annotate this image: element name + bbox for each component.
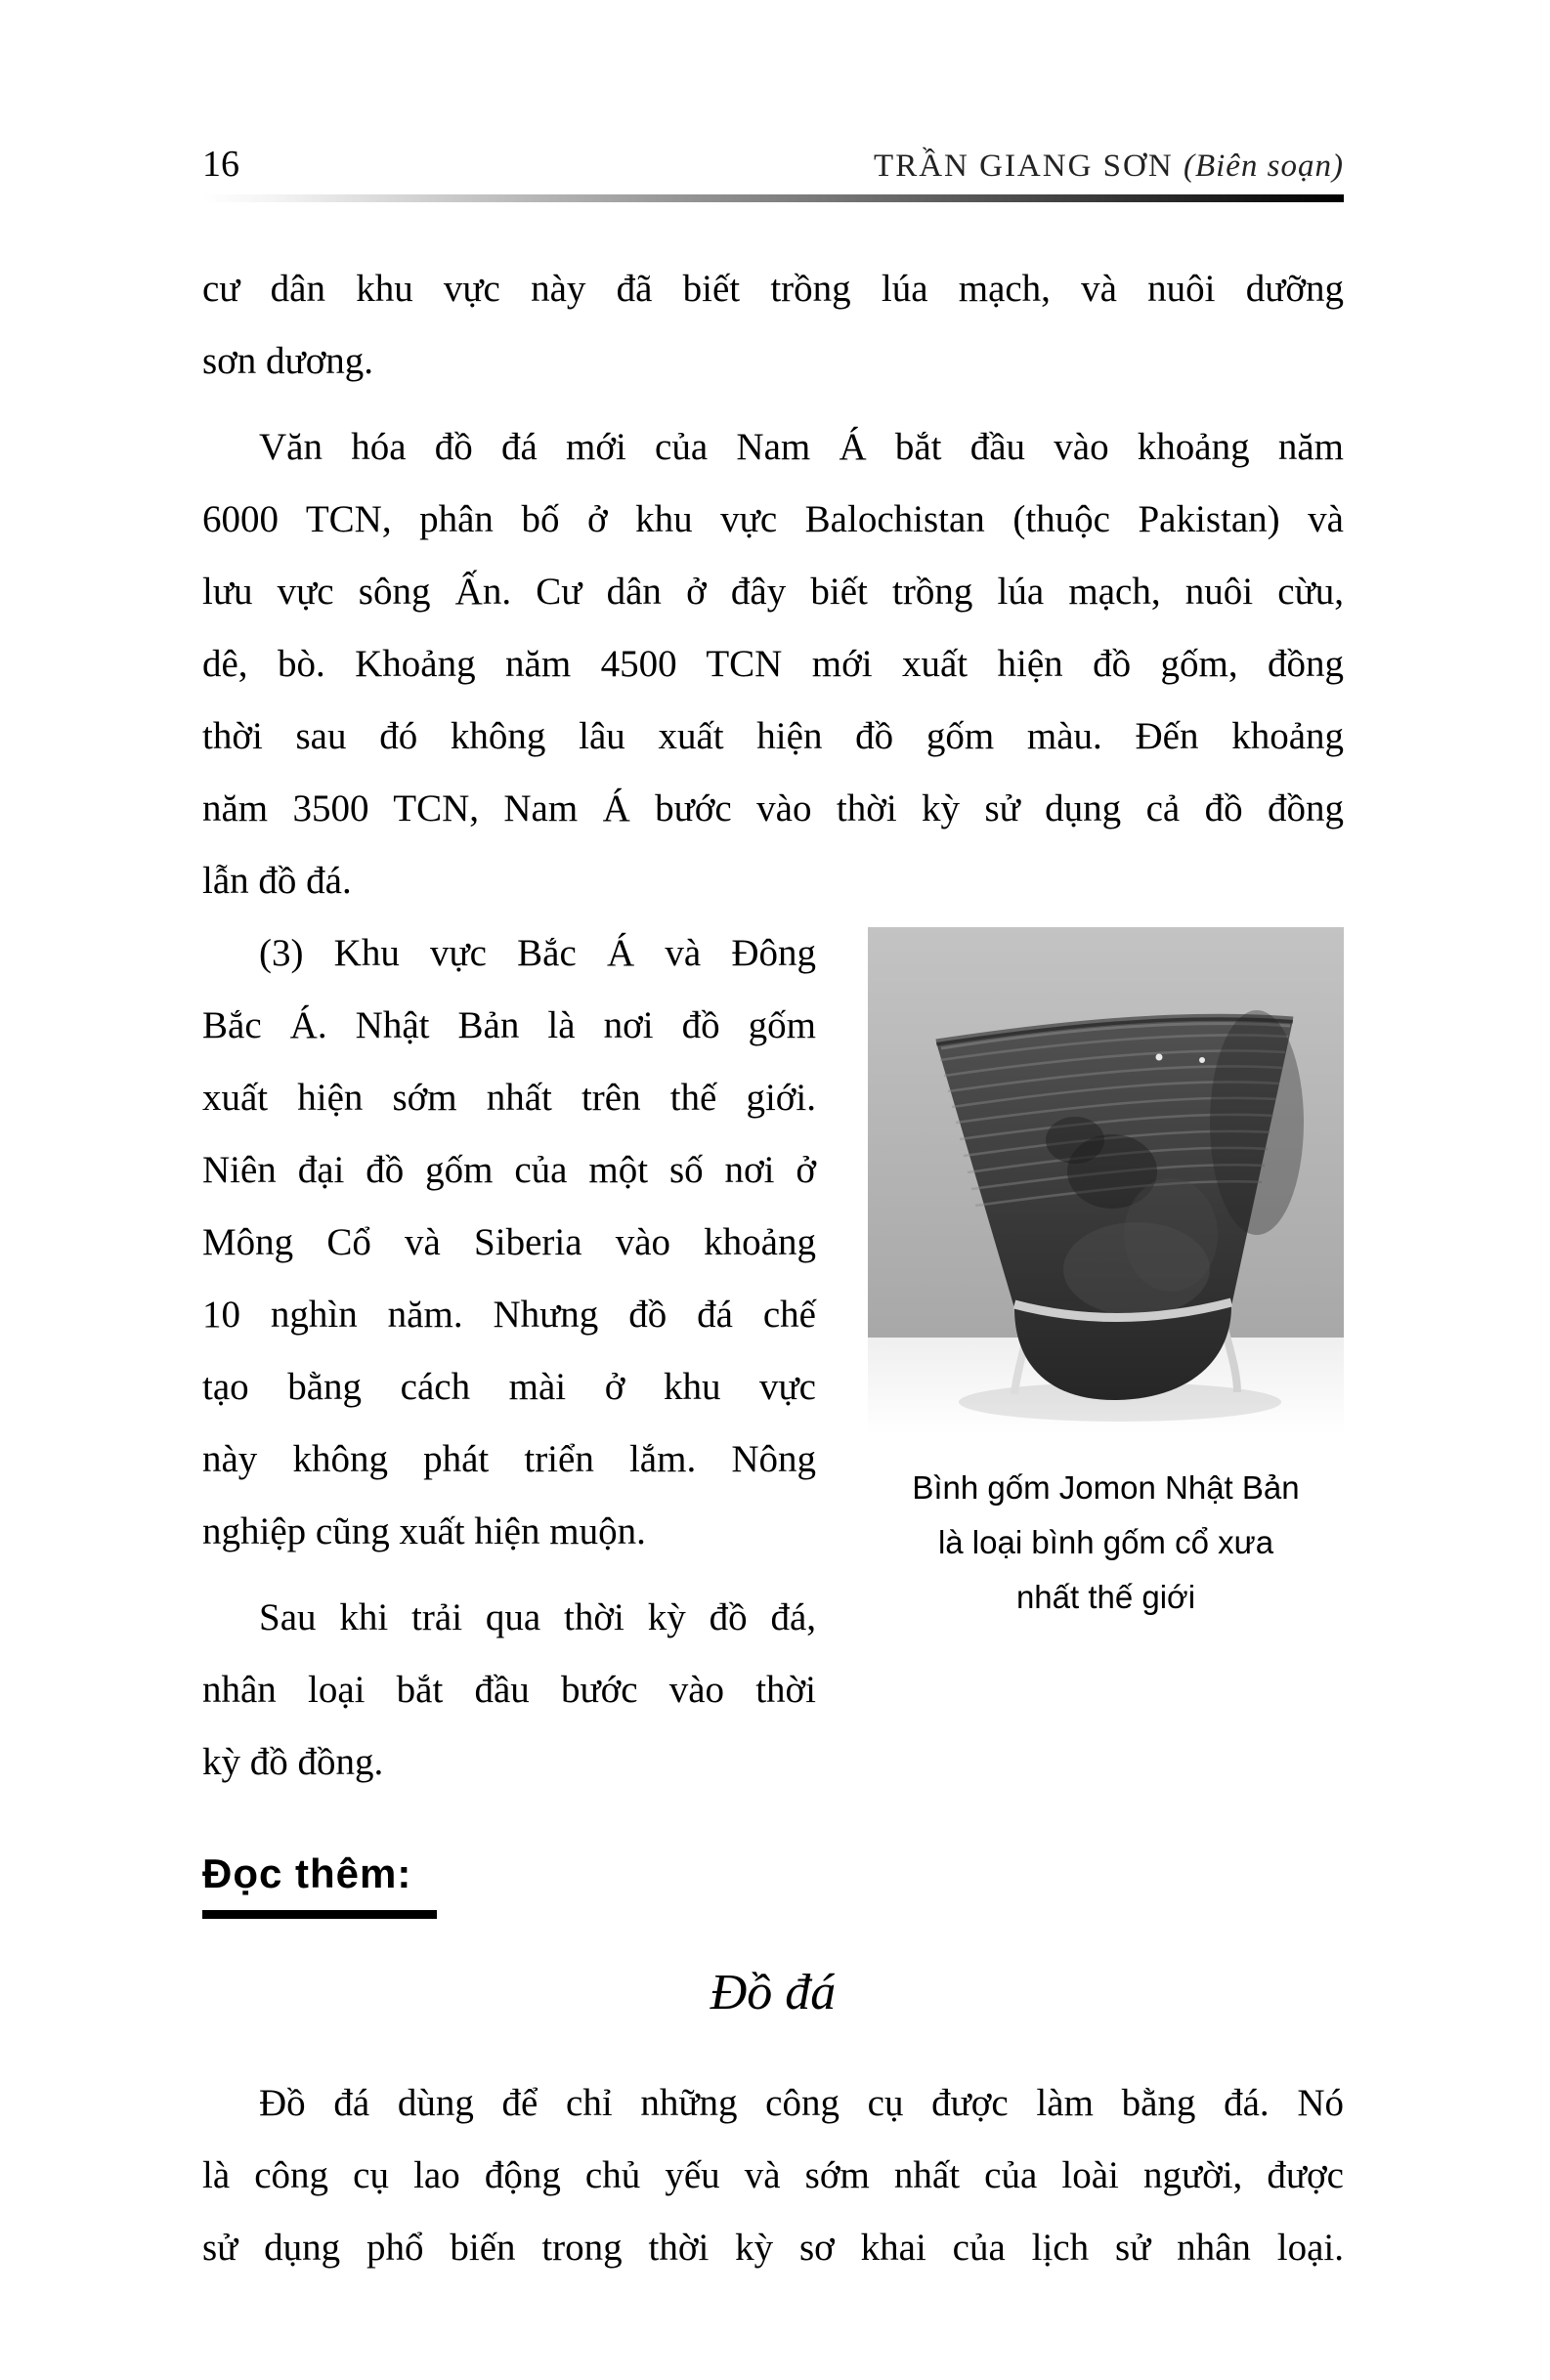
header-rule (202, 194, 1344, 202)
text-line: (3) Khu vực Bắc Á và Đông (259, 932, 816, 974)
text-line: dê, bò. Khoảng năm 4500 TCN mới xuất hiện đồ gốm, đồng (202, 643, 1344, 685)
read-more-heading (202, 1849, 1344, 1919)
paragraph-1 (202, 253, 1344, 398)
text-line: nhất thế giới (1015, 1579, 1196, 1615)
page-number: 16 (202, 144, 239, 185)
header-author: TRẦN GIANG SƠN (874, 149, 1184, 184)
text-line: năm 3500 TCN, Nam Á bước vào thời kỳ sử dụng cả đồ đồng (202, 787, 1344, 829)
paragraph-3 (202, 917, 816, 1568)
page-body (202, 253, 1344, 2284)
text-line: 10 nghìn năm. Nhưng đồ đá chế (202, 1294, 816, 1336)
text-line: xuất hiện sớm nhất trên thế giới. (202, 1077, 816, 1119)
jomon-pottery-figure (868, 927, 1344, 1625)
running-header (202, 145, 1344, 185)
text-line: Niên đại đồ gốm của một số nơi ở (202, 1149, 816, 1191)
text-line: cư dân khu vực này đã biết trồng lúa mạch, và nuôi dưỡng (202, 268, 1344, 310)
read-more-label: Đọc thêm: (202, 1849, 437, 1919)
text-line: sơn dương. (202, 340, 374, 382)
text-line: sử dụng phổ biến trong thời kỳ sơ khai của lịch sử nhân loại. (202, 2227, 1344, 2269)
figure-caption (868, 1461, 1344, 1625)
pot-shaded-side (1210, 1010, 1304, 1235)
text-line: này không phát triển lắm. Nông (202, 1438, 816, 1480)
text-line: là công cụ lao động chủ yếu và sớm nhất của loài người, được (202, 2154, 1344, 2196)
running-title (874, 149, 1344, 185)
text-line: lưu vực sông Ấn. Cư dân ở đây biết trồng lúa mạch, nuôi cừu, (202, 571, 1344, 613)
text-line: nghiệp cũng xuất hiện muộn. (202, 1510, 646, 1552)
text-line: kỳ đồ đồng. (202, 1741, 384, 1783)
text-line: là loại bình gốm cổ xưa (937, 1524, 1274, 1560)
text-line: Mông Cổ và Siberia vào khoảng (202, 1221, 816, 1263)
pot-worn-area (1124, 1178, 1218, 1292)
paragraph-2 (202, 411, 1344, 917)
pot-speck (1199, 1057, 1205, 1063)
paragraph-4 (202, 1582, 816, 1799)
text-line: lẫn đồ đá. (202, 860, 352, 902)
text-line: Văn hóa đồ đá mới của Nam Á bắt đầu vào khoảng năm (259, 426, 1344, 468)
jomon-pottery-photo (868, 927, 1344, 1435)
text-line: thời sau đó không lâu xuất hiện đồ gốm màu. Đến khoảng (202, 715, 1344, 757)
section-title: Đồ đá (710, 1965, 837, 2020)
text-line: Bắc Á. Nhật Bản là nơi đồ gốm (202, 1004, 816, 1046)
text-line: Đồ đá dùng để chỉ những công cụ được làm bằng đá. Nó (259, 2082, 1344, 2124)
text-line: 6000 TCN, phân bố ở khu vực Balochistan (thuộc Pakistan) và (202, 498, 1344, 540)
pot-speck (1156, 1054, 1163, 1061)
text-line: Sau khi trải qua thời kỳ đồ đá, (259, 1596, 816, 1638)
pot-dark-patch (1046, 1117, 1104, 1164)
text-line: nhân loại bắt đầu bước vào thời (202, 1669, 816, 1711)
header-role: (Biên soạn) (1183, 149, 1344, 184)
text-line: Bình gốm Jomon Nhật Bản (912, 1469, 1300, 1506)
paragraph-5 (202, 2067, 1344, 2284)
text-line: tạo bằng cách mài ở khu vực (202, 1366, 816, 1408)
